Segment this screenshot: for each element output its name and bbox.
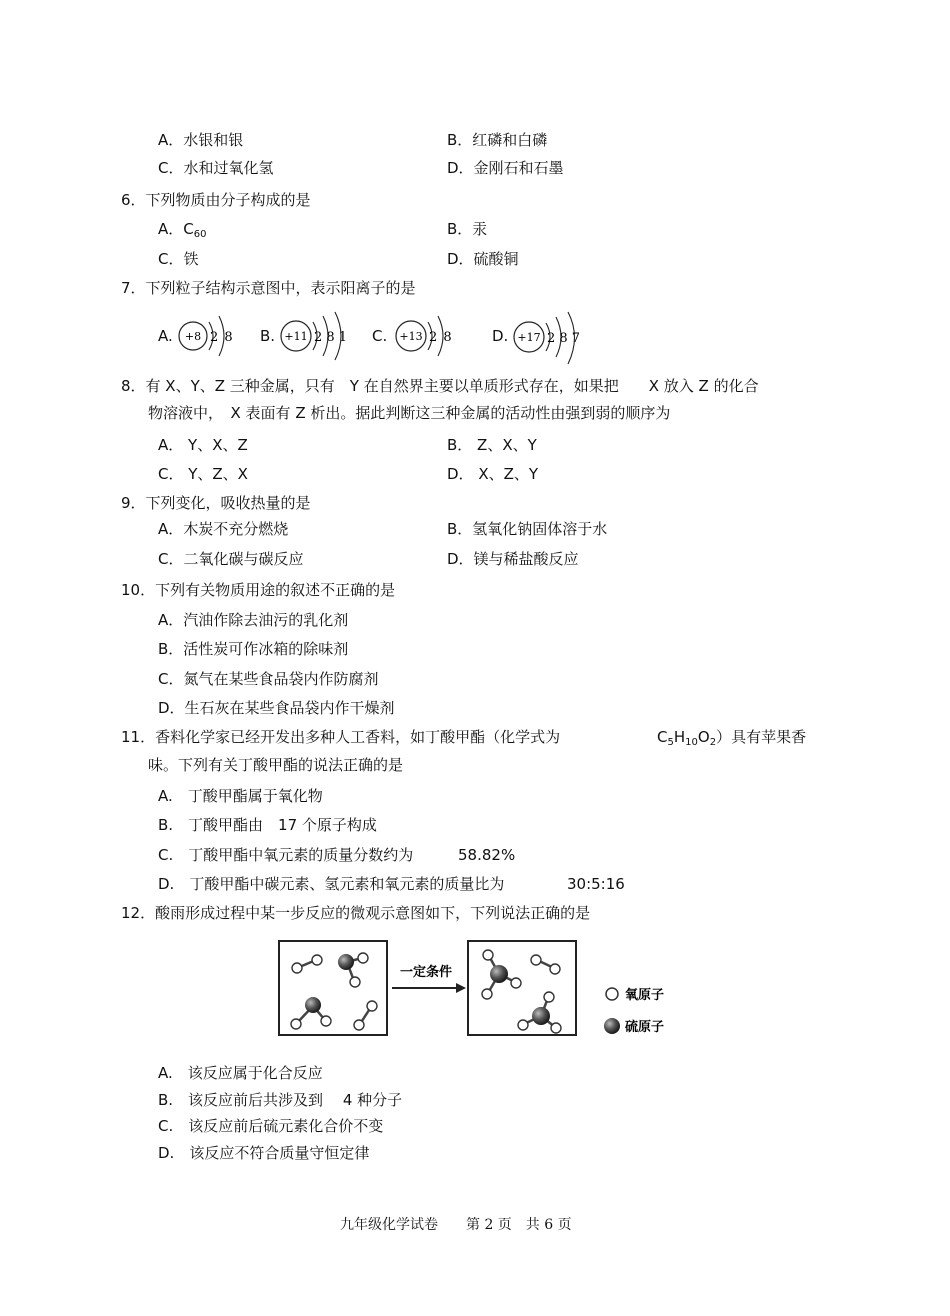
q7-option-c-label: C. <box>372 327 388 345</box>
q10-stem: 10．下列有关物质用途的叙述不正确的是 <box>121 581 396 599</box>
q9-stem: 9．下列变化，吸收热量的是 <box>121 494 311 512</box>
q12-option-b: B. 该反应前后共涉及到 4 种分子 <box>158 1091 403 1109</box>
q8-stem-line1: 8．有 X、Y、Z 三种金属，只有 Y 在自然界主要以单质形式存在，如果把 X 放入 Z 的化合 <box>121 377 759 395</box>
q5-option-d: D．金刚石和石墨 <box>447 159 564 177</box>
q12-option-a: A. 该反应属于化合反应 <box>158 1064 323 1082</box>
q12-reaction-diagram <box>276 936 696 1040</box>
q6-option-a <box>158 219 206 242</box>
q6-option-c: C．铁 <box>158 250 199 268</box>
formula-h-sub: 10 <box>685 737 698 748</box>
q6-option-d: D．硫酸铜 <box>447 250 519 268</box>
nucleus-charge: +8 <box>184 330 202 343</box>
q8-option-a: A． Y、X、Z <box>158 436 248 454</box>
q7-option-d-diagram <box>510 310 592 366</box>
q7-option-b-diagram <box>278 310 358 362</box>
q11-stem-line1-tail: ）具有苹果香 <box>716 728 807 746</box>
formula-o-sub: 2 <box>709 737 717 748</box>
q11-option-d: D. 丁酸甲酯中碳元素、氢元素和氧元素的质量比为 <box>158 875 505 893</box>
q11-stem-line2: 味。下列有关丁酸甲酯的说法正确的是 <box>148 756 404 774</box>
q9-option-a: A．木炭不充分燃烧 <box>158 520 289 538</box>
legend-sulfur-label: 硫原子 <box>625 1020 665 1035</box>
q11-stem-line1: 11．香料化学家已经开发出多种人工香料，如丁酸甲酯（化学式为 <box>121 728 561 746</box>
q7-option-b-label: B. <box>260 327 276 345</box>
q11-option-d-value: 30:5:16 <box>567 875 625 893</box>
q9-option-b: B．氢氧化钠固体溶于水 <box>447 520 608 538</box>
formula-c: C <box>657 728 668 746</box>
q6-stem: 6．下列物质由分子构成的是 <box>121 191 311 209</box>
nucleus-charge: +11 <box>284 330 308 343</box>
q11-formula <box>657 727 806 750</box>
q8-option-d: D． X、Z、Y <box>447 465 539 483</box>
shell-electrons: 2 8 <box>429 330 453 345</box>
q5-option-c: C．水和过氧化氢 <box>158 159 274 177</box>
q10-option-c: C．氮气在某些食品袋内作防腐剂 <box>158 670 379 688</box>
reaction-condition-label: 一定条件 <box>399 965 453 980</box>
q7-option-d-label: D. <box>492 327 509 345</box>
q11-option-b: B. 丁酸甲酯由 17 个原子构成 <box>158 816 377 834</box>
shell-electrons: 2 8 1 <box>314 330 348 345</box>
q12-option-c: C. 该反应前后硫元素化合价不变 <box>158 1117 384 1135</box>
q5-option-b: B．红磷和白磷 <box>447 131 548 149</box>
formula-h: H <box>673 728 686 746</box>
q11-option-a: A. 丁酸甲酯属于氧化物 <box>158 787 323 805</box>
q7-stem: 7．下列粒子结构示意图中，表示阳离子的是 <box>121 279 416 297</box>
nucleus-charge: +17 <box>517 331 541 344</box>
arrow-head-icon <box>456 983 466 993</box>
formula-o: O <box>697 728 710 746</box>
q11-option-c-value: 58.82% <box>458 846 516 864</box>
shell-electrons: 2 8 <box>210 330 234 345</box>
q12-option-d: D. 该反应不符合质量守恒定律 <box>158 1144 370 1162</box>
q9-option-d: D．镁与稀盐酸反应 <box>447 550 579 568</box>
q10-option-b: B．活性炭可作冰箱的除味剂 <box>158 640 349 658</box>
q10-option-a: A．汽油作除去油污的乳化剂 <box>158 611 349 629</box>
q12-stem: 12．酸雨形成过程中某一步反应的微观示意图如下，下列说法正确的是 <box>121 904 591 922</box>
q6-option-a-subscript: 60 <box>193 229 207 240</box>
oxygen-atom-legend-icon <box>606 988 618 1000</box>
q8-option-c: C． Y、Z、X <box>158 465 248 483</box>
q5-option-a: A．水银和银 <box>158 131 244 149</box>
formula-c-sub: 5 <box>667 737 674 748</box>
legend-oxygen-label: 氧原子 <box>625 988 665 1003</box>
q7-option-a-label: A. <box>158 327 173 345</box>
nucleus-charge: +13 <box>399 330 423 343</box>
page-footer: 九年级化学试卷 第 2 页 共 6 页 <box>340 1217 572 1233</box>
q10-option-d: D．生石灰在某些食品袋内作干燥剂 <box>158 699 395 717</box>
q8-stem-line2: 物溶液中， X 表面有 Z 析出。据此判断这三种金属的活动性由强到弱的顺序为 <box>148 404 671 422</box>
sulfur-atom-legend-icon <box>604 1018 620 1034</box>
shell-electrons: 2 8 7 <box>547 331 581 346</box>
q6-option-a-text: A．C <box>158 220 194 238</box>
q6-option-b: B．汞 <box>447 220 488 238</box>
q7-option-a-diagram <box>176 310 246 362</box>
q11-option-c: C. 丁酸甲酯中氧元素的质量分数约为 <box>158 846 414 864</box>
q8-option-b: B． Z、X、Y <box>447 436 537 454</box>
q9-option-c: C．二氧化碳与碳反应 <box>158 550 304 568</box>
q7-option-c-diagram <box>392 310 462 362</box>
